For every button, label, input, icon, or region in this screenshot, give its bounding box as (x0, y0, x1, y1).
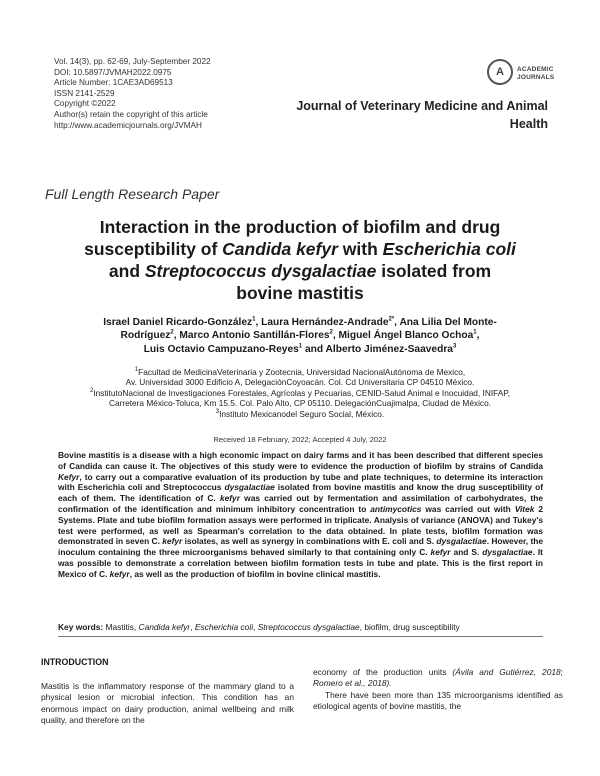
intro-column-left: Mastitis is the inflammatory response of the mammary gland to a physical lesion or microbial infection. This condition has an enormous impact on dairy production, animal wellbeing and milk quality, and therefore on the (41, 681, 294, 726)
author-list: Israel Daniel Ricardo-González$^1$, Laura Hernández-Andrade$^{2*}$, Ana Lilia Del Monte- Rodríguez$^2$, Marco Antonio Santillán-Flores$^2$, Miguel Ángel Blanco Ochoa$^1$, Luis Octavio Campuzano-Reyes$^1$ and Alberto Jiménez-Saavedra$^3$ (103, 316, 497, 355)
received-accepted-dates: Received 18 February, 2022; Accepted 4 July, 2022 (213, 435, 387, 444)
keywords-label: Key words: (58, 622, 104, 632)
intro-column-right: economy of the production units (Ávila and Gutiérrez, 2018; Romero et al., 2018). There have been more than 135 microorganisms identified as etiological agents of bovine mastitis, the (313, 667, 563, 712)
abstract: Bovine mastitis is a disease with a high economic impact on dairy farms and it has been described that different species of Candida can cause it. The objectives of this study were to evidence the production of biofilm by strains of Candida Kefyr, to carry out a comparative evaluation of its production by tube and plate techniques, to determine its interaction with Escherichia coli and Streptococcus dysgalactiae isolated from bovine mastitis and know the drug susceptibility of each of them. The identification of C. kefyr was carried out by fermentation and assimilation of carbohydrates, the confirmation of the identification and minimum inhibitory concentration to antimycotics was carried out with Vitek 2 Systems. Plate and tube biofilm formation assays were performed in triplicate. Analysis of variance (ANOVA) and Tukey's test were performed, as well as Spearman's correlation to the data obtained. In plate tests, biofilm formation was demonstrated in seven C. kefyr isolates, as well as synergy in combinations with E. coli and S. dysgalactiae. However, the inoculum containing the three microorganisms behaved similarly to that containing only C. kefyr and S. dysgalactiae. It was possible to demonstrate a correlation between biofilm formation tests in tube and plate. This is the first report in Mexico of C. kefyr, as well as the production of biofilm in bovine clinical mastitis. (58, 450, 544, 579)
affiliations: $^1$Facultad de MedicinaVeterinaria y Zootecnia, Universidad NacionalAutónoma de Mexico, Av. Universidad 3000 Edificio A, DelegaciónCoyoacán. Col. Cd Universitaria CP 04510 México. $^2$InstitutoNacional de Investigaciones Forestales, Agrícolas y Pecuarias, CENID-Salud Animal e Inocuidad, INIFAP, Carretera México-Toluca, Km 15.5. Col. Palo Alto, CP 05110. DelegaciónCuajimalpa, Ciudad de México. $^3$Instituto Mexicanodel Seguro Social, México. (89, 367, 511, 419)
paper-title: Interaction in the production of biofilm and drug susceptibility of Candida kefyr with Escherichia coli and Streptococcus dysgalactiae isolated from bovine mastitis (84, 217, 516, 303)
doi: DOI: 10.5897/JVMAH2022.0975 (54, 67, 172, 77)
rights-notice: Author(s) retain the copyright of this article (54, 109, 208, 119)
logo-mark-icon: A (487, 59, 513, 85)
logo-text-line1: ACADEMIC (517, 66, 554, 73)
introduction-heading: INTRODUCTION (41, 657, 109, 667)
article-number: Article Number: 1CAE3AD69513 (54, 78, 173, 88)
section-divider (58, 636, 543, 637)
copyright: Copyright ©2022 (54, 99, 116, 109)
academic-journals-logo (487, 57, 557, 93)
logo-text-line2: JOURNALS (517, 74, 555, 81)
article-metadata (54, 57, 211, 131)
paper-type: Full Length Research Paper (45, 186, 220, 202)
keywords: Key words: Mastitis, Candida kefyr, Escherichia coli, Streptococcus dysgalactiae, biofilm, drug susceptibility (58, 622, 460, 632)
journal-title: Journal of Veterinary Medicine and Animal Health (296, 99, 548, 131)
issn: ISSN 2141-2529 (54, 88, 115, 98)
journal-url[interactable]: http://www.academicjournals.org/JVMAH (54, 120, 202, 130)
volume-info: Vol. 14(3), pp. 62-69, July-September 2022 (54, 57, 211, 66)
